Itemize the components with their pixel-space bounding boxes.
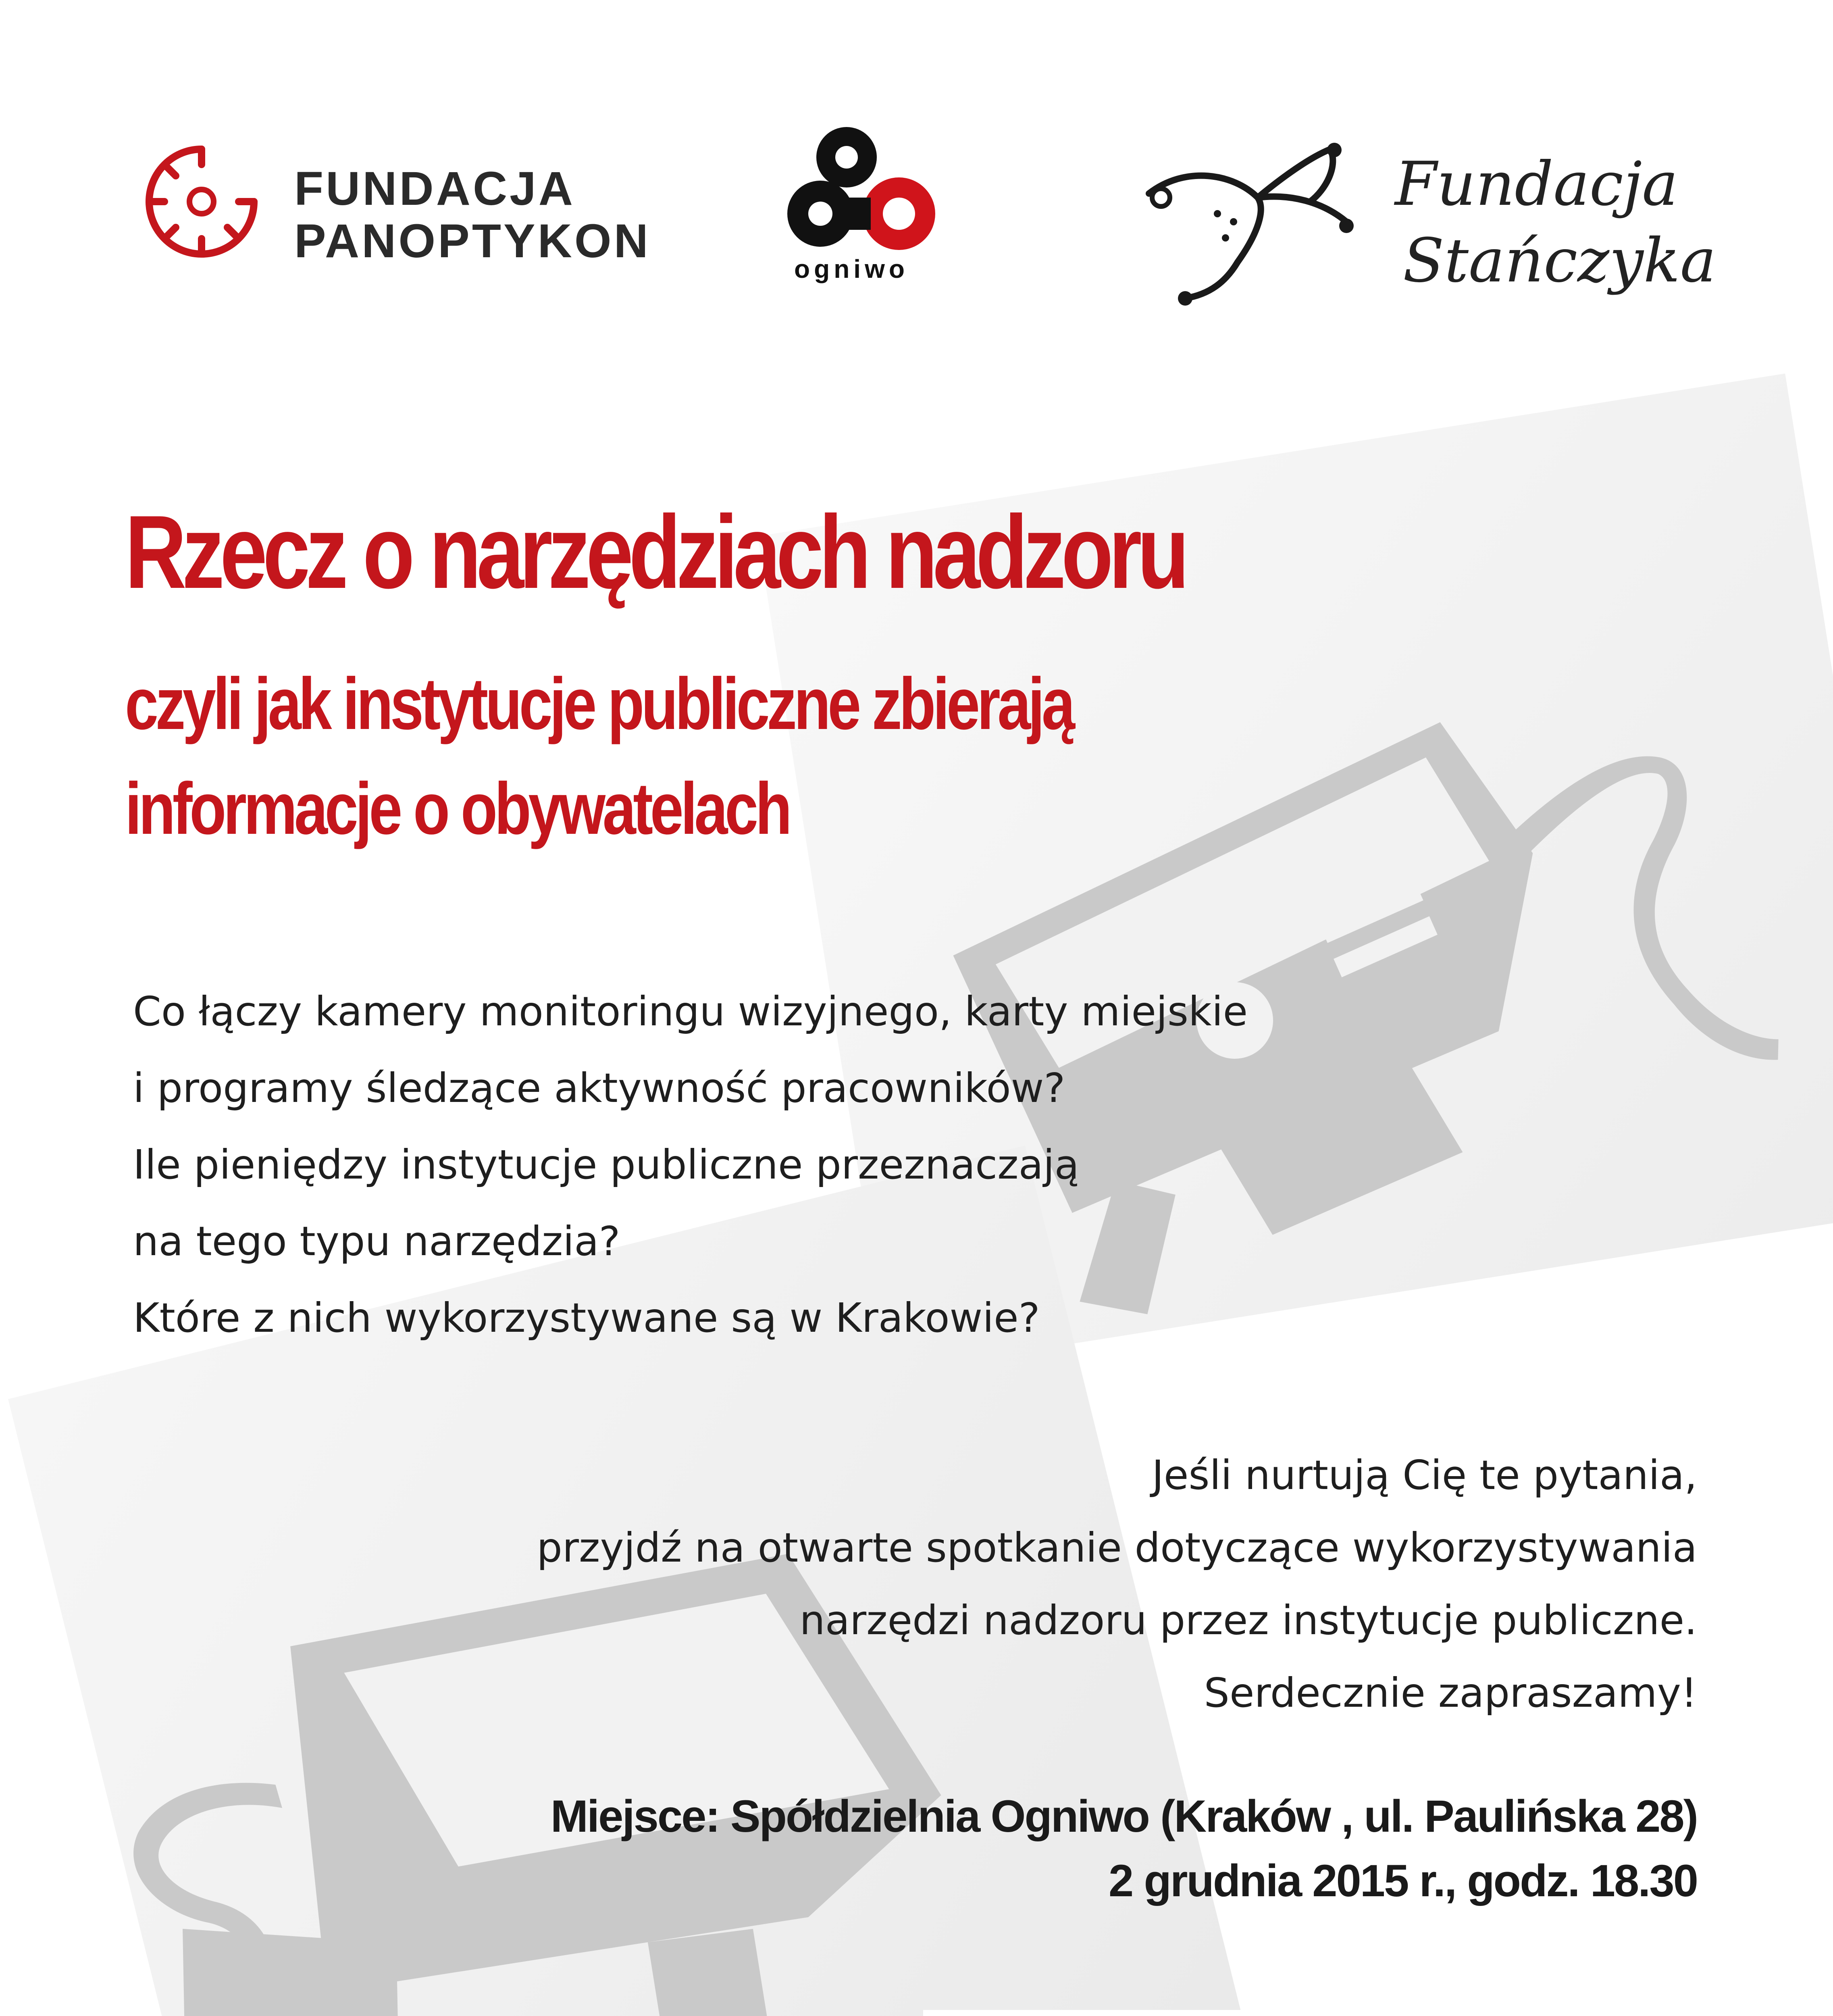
invitation-line: Jeśli nurtują Cię te pytania, [1152, 1452, 1697, 1499]
sponsor-logos [923, 2010, 1833, 2016]
question-line: na tego typu narzędzia? [133, 1218, 620, 1265]
jester-hat-icon [1137, 141, 1354, 310]
event-date: 2 grudnia 2015 r., godz. 18.30 [1109, 1856, 1697, 1906]
panoptykon-line2: PANOPTYKON [294, 215, 651, 268]
page-subtitle-line1: czyli jak instytucje publiczne zbierają [125, 662, 1072, 745]
invitation-line: Serdecznie zapraszamy! [1204, 1669, 1697, 1716]
stanczyka-line2: Stańczyka [1403, 226, 1716, 296]
question-line: Które z nich wykorzystywane są w Krakowie? [133, 1294, 1040, 1341]
page-title: Rzecz o narzędziach nadzoru [125, 494, 1185, 610]
ogniwo-label: ogniwo [794, 254, 909, 283]
event-place: Miejsce: Spółdzielnia Ogniwo (Kraków , ul. Paulińska 28) [550, 1791, 1697, 1841]
ogniwo-chain-icon [782, 121, 951, 266]
panoptykon-line1: FUNDACJA [294, 162, 575, 215]
invitation-line: przyjdź na otwarte spotkanie dotyczące wykorzystywania [537, 1524, 1697, 1571]
logo-panoptykon [133, 133, 657, 278]
page-subtitle-line2: informacje o obywatelach [125, 767, 789, 850]
question-line: i programy śledzące aktywność pracowników? [133, 1064, 1065, 1112]
panoptykon-emblem-icon [133, 133, 270, 270]
question-line: Ile pieniędzy instytucje publiczne przeznaczają [133, 1141, 1079, 1188]
stanczyka-line1: Fundacja [1395, 149, 1678, 219]
question-line: Co łączy kamery monitoringu wizyjnego, karty miejskie [133, 988, 1248, 1035]
invitation-line: narzędzi nadzoru przez instytucje publiczne. [799, 1597, 1697, 1644]
logo-ogniwo [782, 121, 951, 290]
logo-stanczyka [1137, 133, 1716, 327]
